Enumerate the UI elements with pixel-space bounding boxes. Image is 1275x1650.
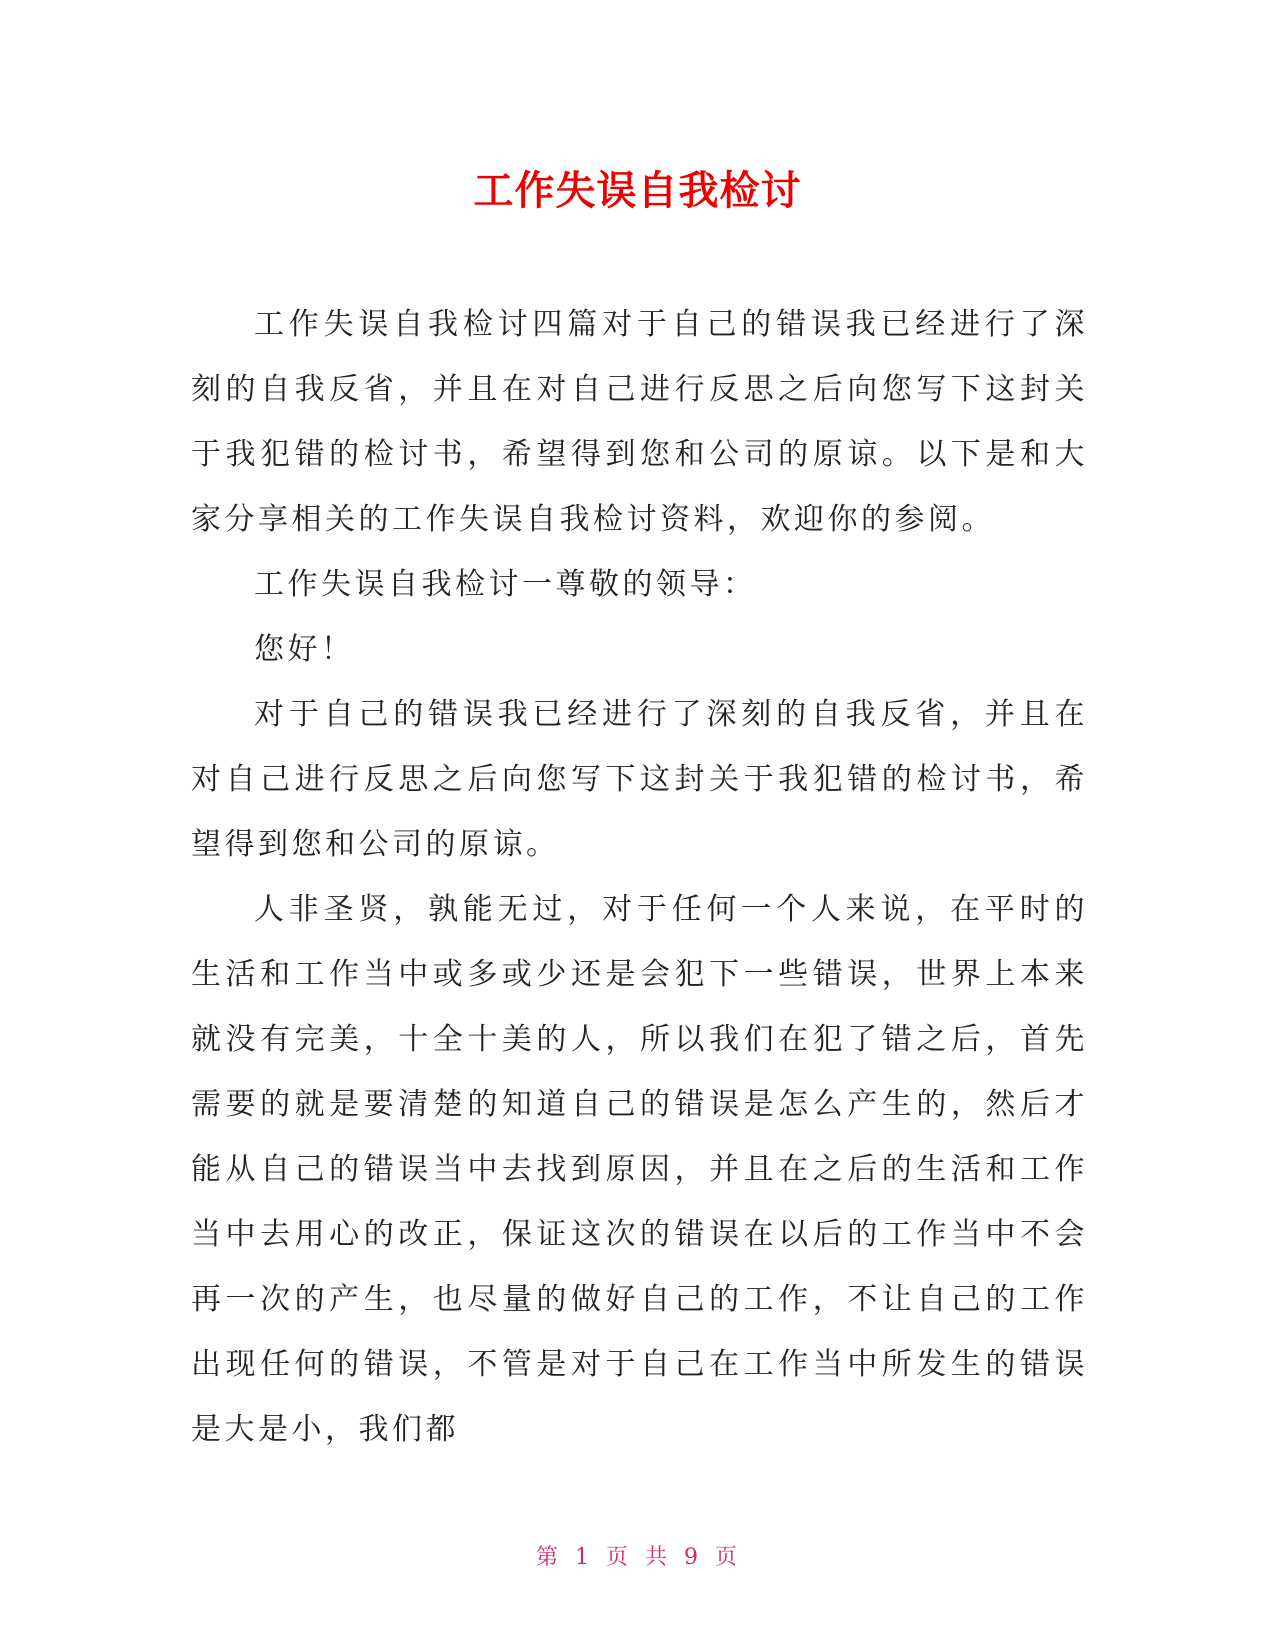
paragraph-greeting: 您好！	[254, 632, 355, 667]
document-title: 工作失误自我检讨	[473, 168, 802, 214]
paragraph-intro: 工作失误自我检讨四篇对于自己的错误我已经进行了深刻的自我反省，并且在对自己进行反思之后向您写下这封关于我犯错的检讨书，希望得到您和公司的原谅。以下是和大家分享相关的工作失误自我检讨资料，欢迎你的参阅。	[191, 307, 1088, 537]
paragraph-reflection: 对于自己的错误我已经进行了深刻的自我反省，并且在对自己进行反思之后向您写下这封关于我犯错的检讨书，希望得到您和公司的原谅。	[191, 697, 1088, 862]
paragraph-main: 人非圣贤，孰能无过，对于任何一个人来说，在平时的生活和工作当中或多或少还是会犯下一些错误，世界上本来就没有完美，十全十美的人，所以我们在犯了错之后，首先需要的就是要清楚的知道自己的错误是怎么产生的，然后才能从自己的错误当中去找到原因，并且在之后的生活和工作当中去用心的改正，保证这次的错误在以后的工作当中不会再一次的产生，也尽量的做好自己的工作，不让自己的工作出现任何的错误，不管是对于自己在工作当中所发生的错误是大是小，我们都	[191, 892, 1088, 1447]
document-body	[191, 292, 1088, 1462]
paragraph-heading: 工作失误自我检讨一尊敬的领导：	[254, 567, 757, 602]
page-number-footer: 第 1 页 共 9 页	[536, 1545, 739, 1570]
